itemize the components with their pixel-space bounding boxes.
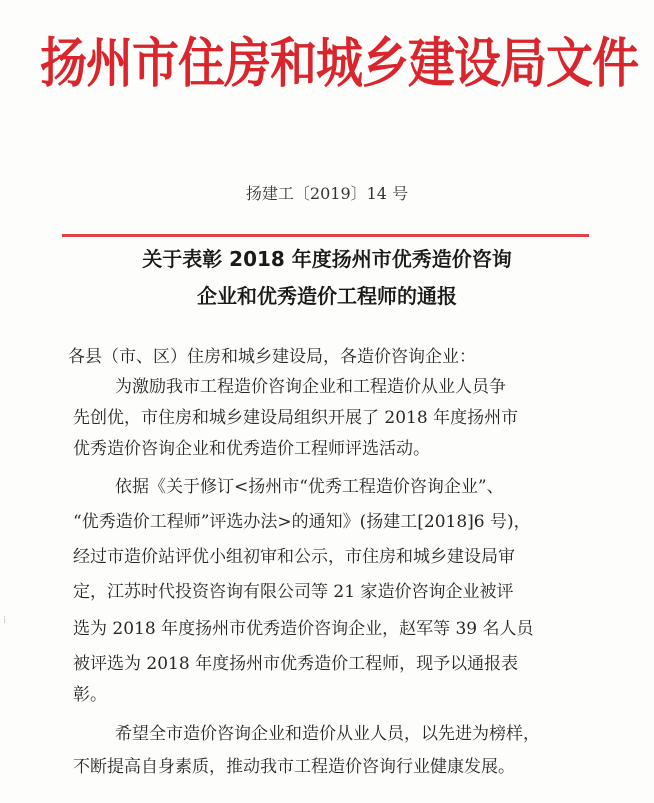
body-line: 被评选为 2018 年度扬州市优秀造价工程师，现予以通报表 [73, 654, 519, 674]
body-line: 不断提高自身素质，推动我市工程造价咨询行业健康发展。 [73, 757, 515, 777]
document-header-title: 扬州市住房和城乡建设局文件 [40, 32, 638, 96]
body-line: 希望全市造价咨询企业和造价从业人员，以先进为榜样， [115, 724, 540, 744]
salutation: 各县（市、区）住房和城乡建设局，各造价咨询企业： [68, 347, 476, 367]
body-line: 为激励我市工程造价咨询企业和工程造价从业人员争 [115, 377, 506, 397]
body-line: 依据《关于修订<扬州市“优秀工程造价咨询企业”、 [115, 477, 504, 497]
binding-hole-mark: ⁞ [3, 615, 7, 626]
body-line: 优秀造价咨询企业和优秀造价工程师评选活动。 [73, 439, 430, 459]
body-line: 定，江苏时代投资咨询有限公司等 21 家造价咨询企业被评 [73, 582, 514, 602]
red-divider-line [62, 234, 589, 237]
subject-title-line-1: 关于表彰 2018 年度扬州市优秀造价咨询 [142, 247, 512, 271]
document-number: 扬建工〔2019〕14 号 [245, 184, 409, 203]
body-line: 彰。 [73, 685, 107, 705]
body-line: 先创优，市住房和城乡建设局组织开展了 2018 年度扬州市 [73, 408, 519, 428]
body-line: 经过市造价站评优小组初审和公示，市住房和城乡建设局审 [73, 547, 515, 567]
subject-title-line-2: 企业和优秀造价工程师的通报 [197, 284, 457, 308]
body-line: “优秀造价工程师”评选办法>的通知》(扬建工[2018]6 号)， [73, 512, 531, 532]
body-line: 选为 2018 年度扬州市优秀造价咨询企业，赵军等 39 名人员 [73, 619, 534, 639]
